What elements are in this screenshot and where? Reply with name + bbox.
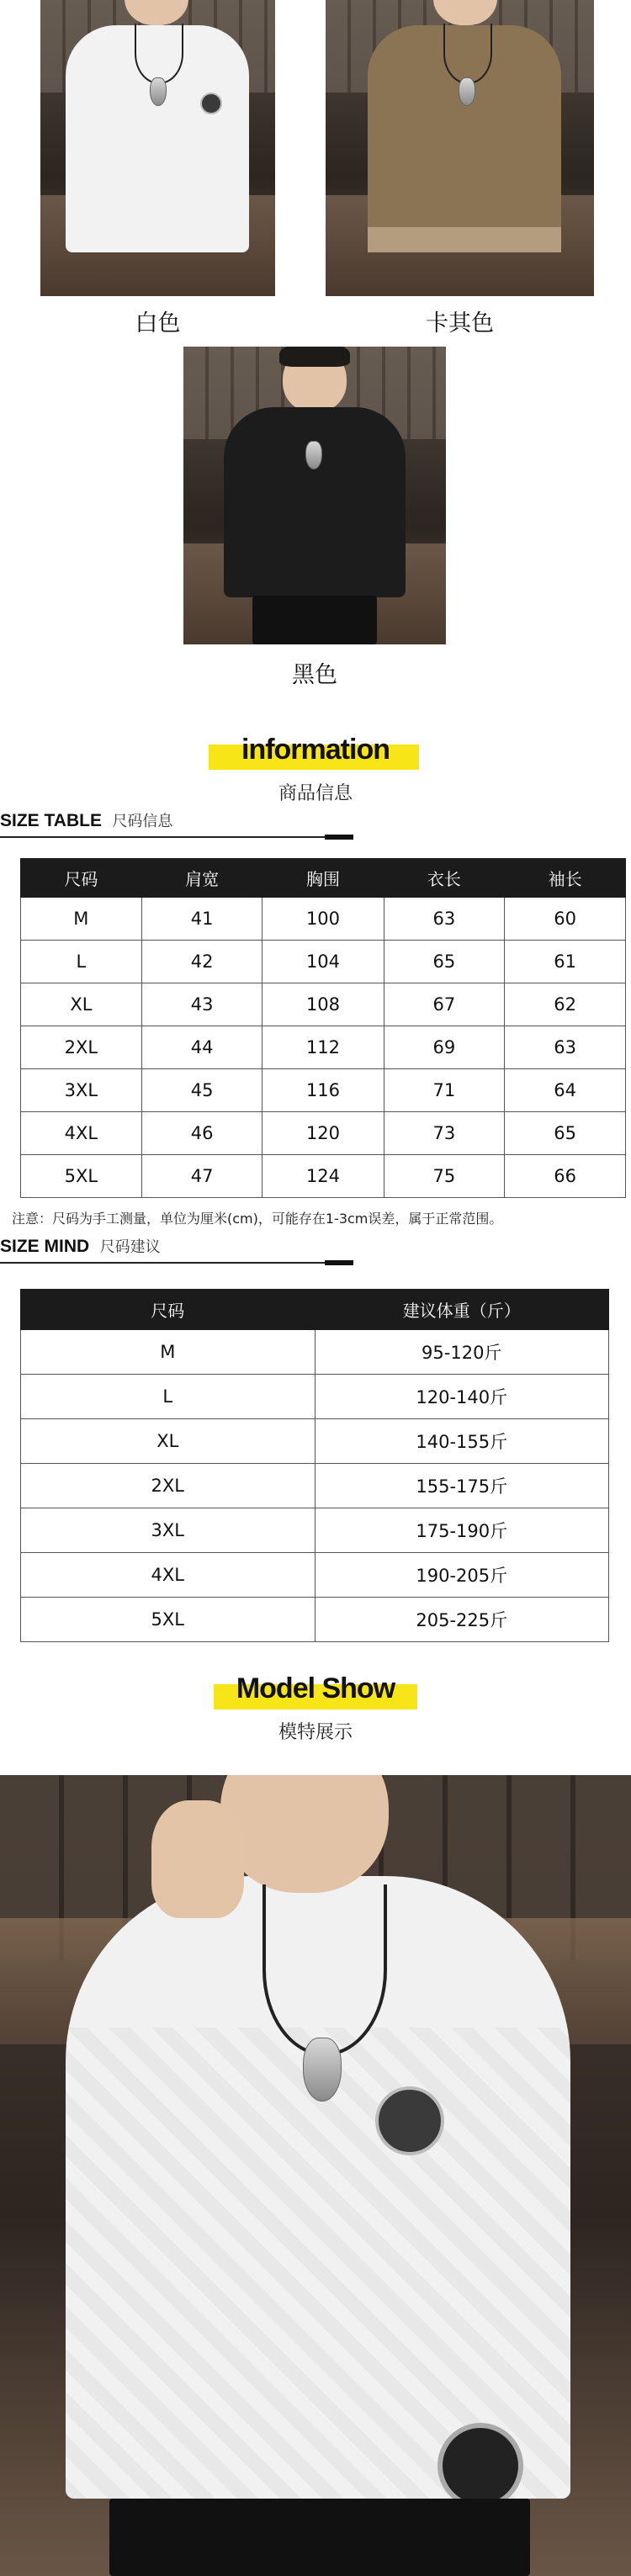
model-figure: [326, 0, 594, 296]
size-recommendation-table: [20, 1289, 609, 1642]
table-cell: 4XL: [21, 1553, 316, 1598]
table-row: [21, 898, 626, 941]
table-cell: 100: [262, 898, 384, 941]
column-header: 袖长: [505, 859, 626, 898]
table-cell: XL: [21, 983, 142, 1026]
table-cell: 3XL: [21, 1069, 142, 1112]
table-cell: 120: [262, 1112, 384, 1155]
table-cell: 69: [384, 1026, 505, 1069]
size-mind-title-cn: 尺码建议: [99, 1238, 161, 1255]
size-mind-title-en: SIZE MIND: [0, 1237, 90, 1256]
table-cell: 205-225斤: [315, 1598, 609, 1642]
size-table-divider-accent: [325, 835, 353, 840]
table-cell: 42: [141, 941, 262, 983]
table-cell: 108: [262, 983, 384, 1026]
size-table-title-en: SIZE TABLE: [0, 811, 102, 830]
column-header: 尺码: [21, 1290, 316, 1330]
table-cell: 124: [262, 1155, 384, 1198]
table-header-row: [21, 1290, 609, 1330]
table-cell: 43: [141, 983, 262, 1026]
column-header: 衣长: [384, 859, 505, 898]
table-row: [21, 1553, 609, 1598]
table-cell: 65: [505, 1112, 626, 1155]
model-figure: [40, 0, 275, 296]
table-cell: 2XL: [21, 1026, 142, 1069]
table-cell: 60: [505, 898, 626, 941]
column-header: 肩宽: [141, 859, 262, 898]
model-show-title: Model Show: [236, 1672, 395, 1704]
table-cell: 116: [262, 1069, 384, 1112]
table-row: [21, 941, 626, 983]
table-cell: L: [21, 941, 142, 983]
column-header: 尺码: [21, 859, 142, 898]
table-cell: 4XL: [21, 1112, 142, 1155]
table-cell: 190-205斤: [315, 1553, 609, 1598]
table-cell: 75: [384, 1155, 505, 1198]
variant-label-khaki: 卡其色: [426, 310, 494, 337]
table-row: [21, 1112, 626, 1155]
table-cell: 61: [505, 941, 626, 983]
table-row: [21, 1508, 609, 1553]
table-cell: 66: [505, 1155, 626, 1198]
table-row: [21, 1069, 626, 1112]
table-cell: 64: [505, 1069, 626, 1112]
product-photo-khaki[interactable]: [326, 0, 594, 296]
table-cell: 44: [141, 1026, 262, 1069]
table-cell: XL: [21, 1419, 316, 1464]
table-row: [21, 1026, 626, 1069]
size-mind-heading: [0, 1235, 161, 1257]
size-mind-divider: [0, 1262, 353, 1264]
table-row: [21, 1464, 609, 1508]
table-row: [21, 983, 626, 1026]
table-cell: 155-175斤: [315, 1464, 609, 1508]
table-cell: 5XL: [21, 1155, 142, 1198]
model-figure: [0, 1775, 631, 2576]
table-cell: 95-120斤: [315, 1330, 609, 1375]
table-cell: 2XL: [21, 1464, 316, 1508]
table-cell: 62: [505, 983, 626, 1026]
size-mind-divider-accent: [325, 1260, 353, 1265]
table-cell: 63: [384, 898, 505, 941]
size-table-title-cn: 尺码信息: [112, 813, 173, 830]
table-cell: 71: [384, 1069, 505, 1112]
table-cell: 104: [262, 941, 384, 983]
product-photo-white[interactable]: [40, 0, 275, 296]
table-cell: M: [21, 1330, 316, 1375]
table-cell: 120-140斤: [315, 1375, 609, 1419]
size-table: [20, 858, 626, 1198]
table-row: [21, 1155, 626, 1198]
model-show-subtitle: 模特展示: [278, 1722, 353, 1743]
table-cell: M: [21, 898, 142, 941]
table-cell: 3XL: [21, 1508, 316, 1553]
table-cell: L: [21, 1375, 316, 1419]
wristwatch: [437, 2423, 523, 2509]
table-row: [21, 1419, 609, 1464]
model-figure: [183, 347, 446, 644]
table-cell: 140-155斤: [315, 1419, 609, 1464]
table-cell: 47: [141, 1155, 262, 1198]
table-row: [21, 1598, 609, 1642]
hand: [151, 1800, 244, 1918]
measurement-note: 注意：尺码为手工测量，单位为厘米(cm)，可能存在1-3cm误差，属于正常范围。: [12, 1211, 503, 1227]
table-cell: 63: [505, 1026, 626, 1069]
column-header: 胸围: [262, 859, 384, 898]
table-row: [21, 1375, 609, 1419]
size-table-heading: [0, 809, 172, 831]
table-header-row: [21, 859, 626, 898]
table-cell: 5XL: [21, 1598, 316, 1642]
table-cell: 65: [384, 941, 505, 983]
table-cell: 45: [141, 1069, 262, 1112]
model-show-photo[interactable]: [0, 1775, 631, 2576]
table-cell: 73: [384, 1112, 505, 1155]
variant-label-black: 黑色: [292, 662, 337, 688]
column-header: 建议体重（斤）: [315, 1290, 609, 1330]
product-photo-black[interactable]: [183, 347, 446, 644]
table-cell: 41: [141, 898, 262, 941]
variant-label-white: 白色: [135, 310, 181, 337]
size-table-divider: [0, 836, 353, 838]
table-cell: 175-190斤: [315, 1508, 609, 1553]
table-cell: 67: [384, 983, 505, 1026]
table-cell: 46: [141, 1112, 262, 1155]
table-row: [21, 1330, 609, 1375]
information-title: information: [241, 734, 390, 766]
information-subtitle: 商品信息: [278, 783, 353, 804]
table-cell: 112: [262, 1026, 384, 1069]
